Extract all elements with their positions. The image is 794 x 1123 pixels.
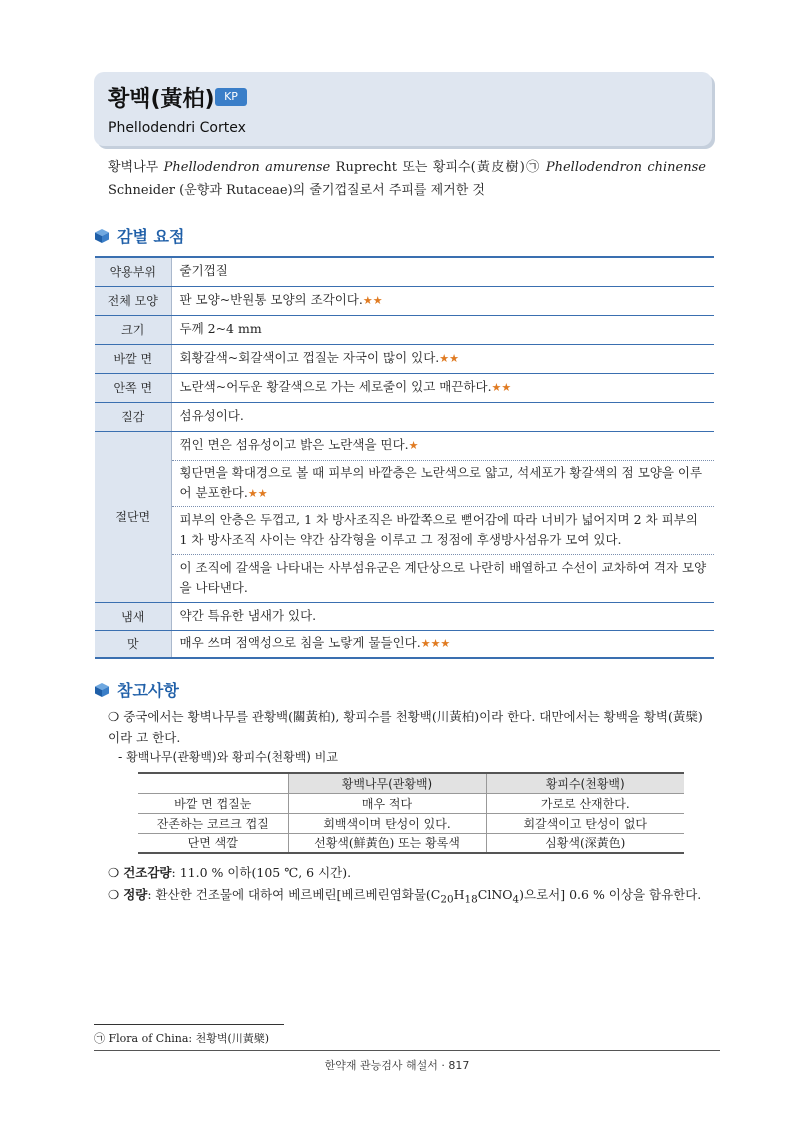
star-icon: ★ <box>408 439 419 452</box>
table-row <box>95 402 714 431</box>
species-name: Phellodendron chinense <box>545 160 706 175</box>
table-row <box>95 257 714 286</box>
table-row <box>95 460 714 506</box>
header-cell: 황피수(천황백) <box>486 773 684 793</box>
row-value <box>171 373 714 402</box>
value-text: 이 조직에 갈색을 나타내는 사부섬유군은 계단상으로 나란히 배열하고 수선이 교차하여 격자 모양을 나타낸다. <box>179 559 707 595</box>
value-text: 판 모양~반원통 모양의 조각이다. <box>179 292 363 307</box>
star-icon: ★★ <box>491 381 512 394</box>
compare-title: - 황백나무(관황백)와 황피수(천황백) 비교 <box>118 750 338 764</box>
table-row <box>95 286 714 315</box>
note-text: ClNO <box>477 887 513 902</box>
reference-paragraph <box>108 706 714 748</box>
section-title-text: 감별 요점 <box>117 227 185 246</box>
table-cell: 회갈색이고 탄성이 없다 <box>486 813 684 833</box>
header-cell: 황백나무(관황백) <box>288 773 486 793</box>
note-label: 건조감량 <box>123 865 172 880</box>
table-row <box>95 431 714 460</box>
section-title-reference <box>95 678 179 701</box>
row-value <box>171 431 714 460</box>
table-cell: 매우 적다 <box>288 793 486 813</box>
footnote: ㉠ Flora of China: 천황벽(川黃檗) <box>94 1032 270 1045</box>
notes <box>108 862 718 911</box>
table-row <box>95 344 714 373</box>
value-text: 매우 쓰며 점액성으로 침을 노랗게 물들인다. <box>179 635 421 651</box>
page-title: 황백(黃柏) <box>108 87 215 112</box>
star-icon: ★★★ <box>420 637 451 651</box>
note-text: H <box>453 887 465 902</box>
row-label: 단면 색깔 <box>138 833 288 853</box>
note-text: )으로서] 0.6 % 이상을 함유한다. <box>519 887 702 902</box>
bullet-icon: ❍ <box>108 887 120 902</box>
table-row <box>138 833 684 853</box>
table-row <box>95 506 714 554</box>
intro-text: 황벽나무 <box>108 160 164 175</box>
page-footer: 한약재 관능검사 해설서 · 817 <box>324 1059 470 1072</box>
page-footer-rule <box>94 1050 720 1051</box>
formula-subscript: 18 <box>464 893 478 906</box>
row-value <box>171 630 714 658</box>
assay-note <box>108 884 718 911</box>
intro-text: Ruprecht 또는 황피수(黃皮樹) <box>330 160 525 175</box>
species-name: Phellodendron amurense <box>163 160 331 175</box>
row-label: 맛 <box>95 630 171 658</box>
identification-table <box>95 256 714 659</box>
row-label: 바깥 면 껍질눈 <box>138 793 288 813</box>
note-label: 정량 <box>123 887 148 902</box>
row-label: 전체 모양 <box>95 286 171 315</box>
row-label: 질감 <box>95 402 171 431</box>
star-icon: ★★ <box>362 294 383 307</box>
row-label: 안쪽 면 <box>95 373 171 402</box>
value-text: 줄기껍질 <box>179 263 228 279</box>
section-title-identification <box>95 224 184 247</box>
compare-table <box>138 772 684 854</box>
bullet-icon: ❍ <box>108 865 120 880</box>
value-text: 꺾인 면은 섬유성이고 밝은 노란색을 띤다. <box>179 437 409 452</box>
value-text: 섬유성이다. <box>179 408 244 423</box>
table-cell: 선황색(鮮黃色) 또는 황록색 <box>288 833 486 853</box>
table-cell: 회백색이며 탄성이 있다. <box>288 813 486 833</box>
table-row <box>95 373 714 402</box>
page-subtitle: Phellodendri Cortex <box>108 120 246 136</box>
footnote-marker: ㉠ <box>524 160 541 175</box>
kp-badge: KP <box>215 88 247 106</box>
formula-subscript: 20 <box>440 893 454 906</box>
row-value <box>171 554 714 602</box>
value-text: 횡단면을 확대경으로 볼 때 피부의 바깥층은 노란색으로 얇고, 석세포가 황갈색의 점 모양을 이루어 분포한다. <box>179 464 703 500</box>
table-row <box>138 793 684 813</box>
dry-loss-note <box>108 862 718 884</box>
row-label: 바깥 면 <box>95 344 171 373</box>
table-cell: 가로로 산재한다. <box>486 793 684 813</box>
footnote-rule <box>94 1024 284 1025</box>
value-text: 노란색~어두운 황갈색으로 가는 세로줄이 있고 매끈하다. <box>179 379 492 394</box>
header-box <box>94 72 712 146</box>
row-value <box>171 602 714 630</box>
note-text: : 11.0 % 이하(105 ℃, 6 시간). <box>171 865 352 880</box>
value-text: 두께 2~4 mm <box>179 321 262 336</box>
row-label: 절단면 <box>95 431 171 602</box>
cube-icon <box>95 229 109 243</box>
row-value <box>171 460 714 506</box>
row-value <box>171 344 714 373</box>
value-text: 약간 특유한 냄새가 있다. <box>179 607 317 623</box>
row-label: 약용부위 <box>95 257 171 286</box>
reference-text: 중국에서는 황벽나무를 관황백(關黃柏), 황피수를 천황백(川黃柏)이라 한다. 대만에서는 황백을 황벽(黃檗)이라 고 한다. <box>108 709 703 745</box>
row-label: 냄새 <box>95 602 171 630</box>
star-icon: ★★ <box>439 352 460 365</box>
table-row <box>95 630 714 658</box>
section-title-text: 참고사항 <box>117 681 179 700</box>
row-value <box>171 257 714 286</box>
note-text: : 환산한 건조물에 대하여 베르베린[베르베린염화물(C <box>147 887 441 902</box>
intro-paragraph <box>108 156 706 202</box>
table-row <box>95 315 714 344</box>
table-row <box>138 813 684 833</box>
cube-icon <box>95 683 109 697</box>
table-cell: 심황색(深黃色) <box>486 833 684 853</box>
bullet-icon: ❍ <box>108 709 120 724</box>
row-value <box>171 402 714 431</box>
intro-text: Schneider (운향과 Rutaceae)의 줄기껍질로서 주피를 제거한 것 <box>108 183 485 198</box>
table-row <box>95 602 714 630</box>
value-text: 피부의 안층은 두껍고, 1 차 방사조직은 바깥쪽으로 뻗어감에 따라 너비가 넓어지며 2 차 피부의 1 차 방사조직 사이는 약간 삼각형을 이루고 그 정점에 후생방사섬유가 모여 있다. <box>179 511 698 547</box>
row-value <box>171 315 714 344</box>
row-label: 크기 <box>95 315 171 344</box>
star-icon: ★★ <box>247 486 268 500</box>
value-text: 회황갈색~회갈색이고 껍질눈 자국이 많이 있다. <box>179 350 440 365</box>
formula-subscript: 4 <box>512 893 520 906</box>
header-cell <box>138 773 288 793</box>
row-value <box>171 506 714 554</box>
row-label: 잔존하는 코르크 껍질 <box>138 813 288 833</box>
row-value <box>171 286 714 315</box>
table-row <box>95 554 714 602</box>
table-header-row <box>138 773 684 793</box>
